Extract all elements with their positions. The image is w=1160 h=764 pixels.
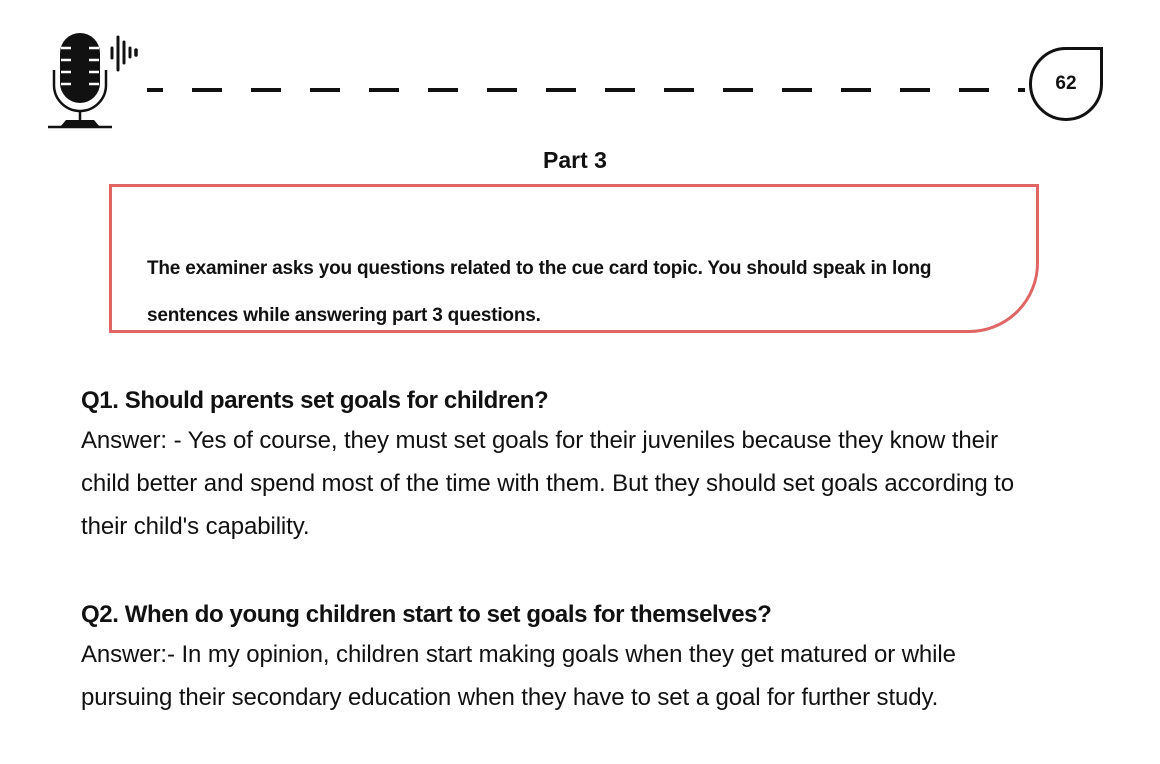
instructions-box: [109, 184, 1039, 333]
page-number: 62: [1055, 73, 1077, 94]
answer-text: Answer:- In my opinion, children start making goals when they get matured or while pursuing their secondary education when they have to set a goal for further study.: [81, 641, 956, 711]
page-number-badge: [1029, 47, 1103, 121]
instructions-text: The examiner asks you questions related to the cue card topic. You should speak in long sentences while answering part 3 questions.: [147, 258, 932, 326]
question-text: Q1. Should parents set goals for children?: [81, 387, 549, 414]
dash-mask: [133, 88, 147, 92]
microphone-icon: [48, 30, 148, 130]
question-block-1: [81, 383, 1081, 548]
section-title: Part 3: [543, 147, 607, 173]
question-text: Q2. When do young children start to set goals for themselves?: [81, 601, 772, 628]
header-dashed-divider: [133, 88, 1025, 92]
answer-text: Answer: - Yes of course, they must set goals for their juveniles because they know their child better and spend most of the time with them. But they should set goals according to their child's capability.: [81, 427, 1014, 540]
question-block-2: [81, 597, 1081, 719]
